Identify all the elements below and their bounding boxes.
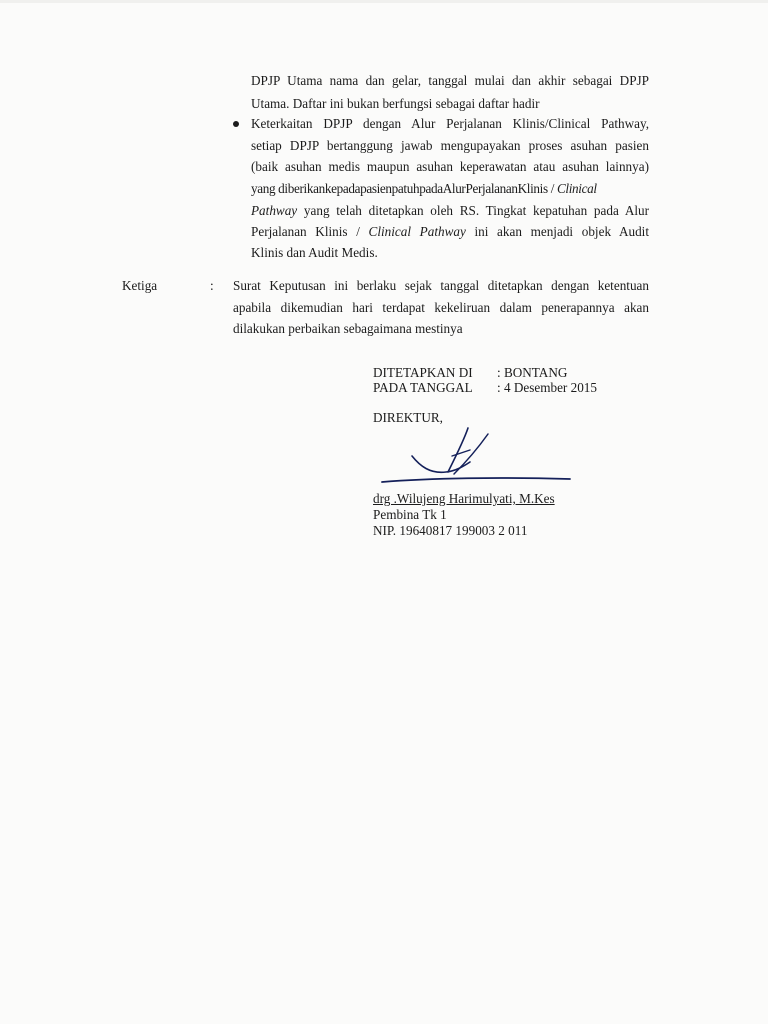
bullet-line-7: Klinis dan Audit Medis. — [251, 245, 378, 260]
bullet-line-1: Keterkaitan DPJP dengan Alur Perjalanan Klinis/Clinical Pathway, — [251, 116, 649, 131]
director-name: drg .Wilujeng Harimulyati, M.Kes — [373, 491, 555, 506]
ditetapkan-value: : BONTANG — [497, 365, 568, 380]
signature-image — [370, 422, 580, 490]
bullet-line-5 — [251, 202, 649, 219]
direktur-title: DIREKTUR, — [373, 410, 443, 425]
ketiga-line-3: dilakukan perbaikan sebagaimana mestinya — [233, 321, 463, 336]
dpjp-line-2: Utama. Daftar ini bukan berfungsi sebagai daftar hadir — [251, 96, 540, 111]
bullet-line-5-text: yang telah ditetapkan oleh RS. Tingkat kepatuhan pada Alur — [297, 203, 649, 218]
scan-edge — [0, 0, 768, 3]
ketiga-colon: : — [210, 278, 214, 293]
bullet-line-6-text-a: Perjalanan Klinis / — [251, 224, 369, 239]
bullet-line-4 — [251, 180, 649, 197]
ketiga-line-2: apabila dikemudian hari terdapat kekeliruan dalam penerapannya akan — [233, 300, 649, 315]
director-rank: Pembina Tk 1 — [373, 507, 447, 522]
bullet-line-4-italic: Clinical — [556, 181, 597, 196]
dpjp-line-1: DPJP Utama nama dan gelar, tanggal mulai dan akhir sebagai DPJP — [251, 73, 649, 88]
bullet-line-6-text-b: ini akan menjadi objek Audit — [465, 224, 649, 239]
bullet-line-4-text: yang diberikankepadapasienpatuhpadaAlurPerjalananKlinis / — [251, 181, 557, 196]
bullet-line-6 — [251, 223, 649, 240]
ketiga-label: Ketiga — [122, 278, 158, 293]
tanggal-value: : 4 Desember 2015 — [497, 380, 597, 395]
ditetapkan-label: DITETAPKAN DI — [373, 365, 473, 380]
bullet-line-5-italic: Pathway — [251, 203, 298, 218]
bullet-icon — [233, 121, 239, 127]
bullet-line-6-italic: Clinical Pathway — [368, 224, 466, 239]
director-nip: NIP. 19640817 199003 2 011 — [373, 523, 528, 538]
tanggal-label: PADA TANGGAL — [373, 380, 473, 395]
bullet-line-3: (baik asuhan medis maupun asuhan keperawatan atau asuhan lainnya) — [251, 159, 649, 174]
bullet-line-2: setiap DPJP bertanggung jawab mengupayakan proses asuhan pasien — [251, 138, 649, 153]
ketiga-line-1: Surat Keputusan ini berlaku sejak tanggal ditetapkan dengan ketentuan — [233, 278, 649, 293]
